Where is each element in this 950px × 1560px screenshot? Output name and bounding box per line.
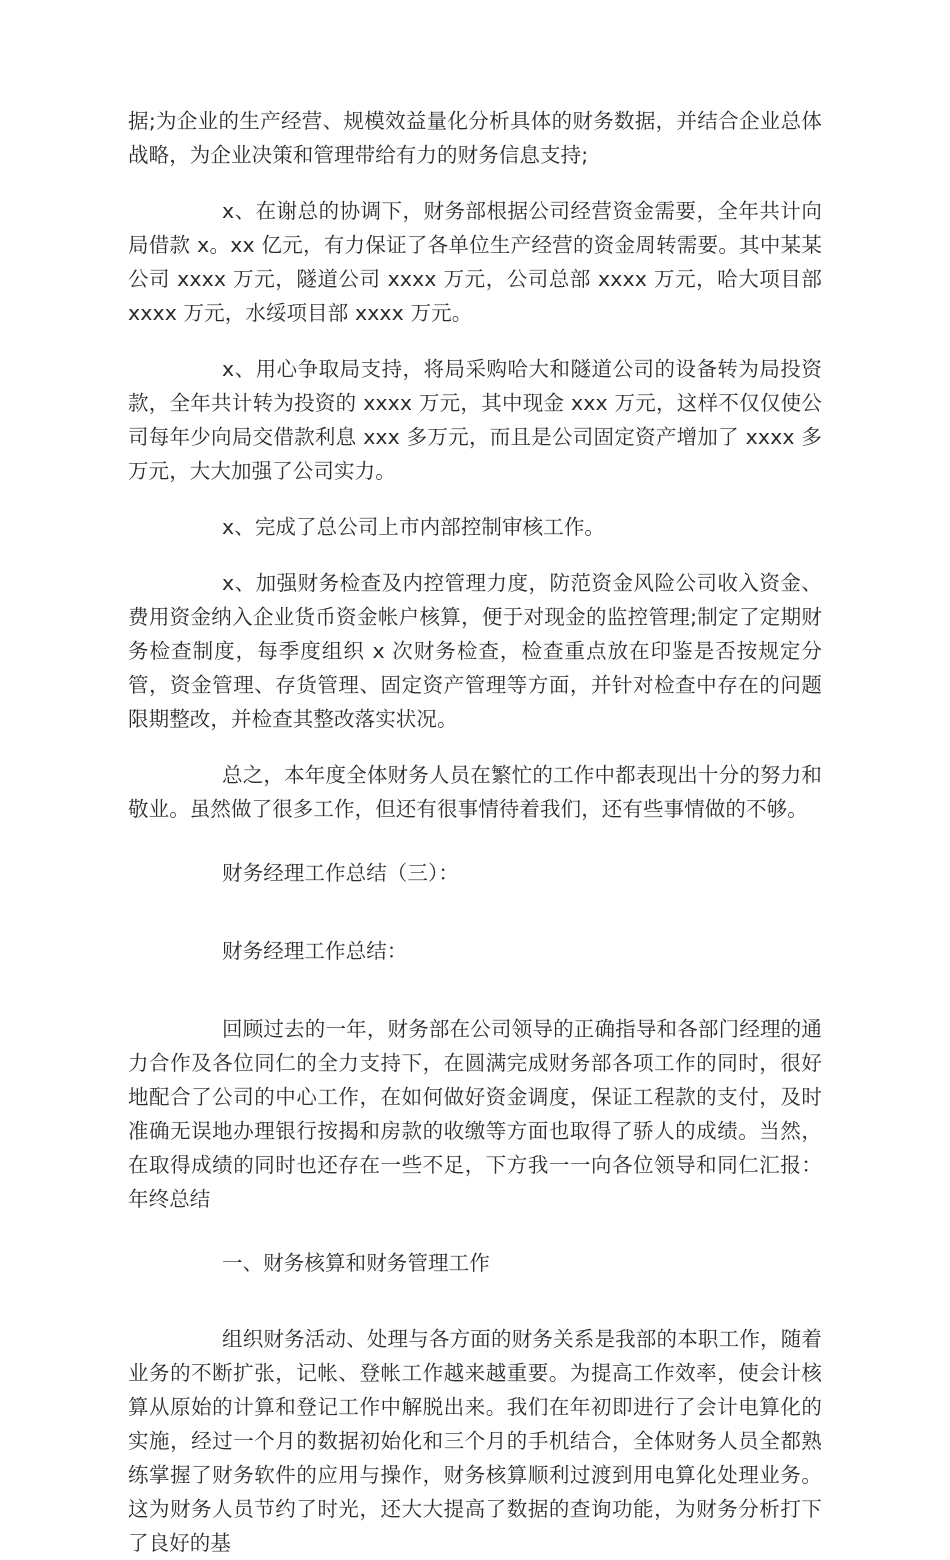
paragraph-year-review: 回顾过去的一年，财务部在公司领导的正确指导和各部门经理的通力合作及各位同仁的全力支持下，在圆满完成财务部各项工作的同时，很好地配合了公司的中心工作，在如何做好资金调度，保证工程款的支付，及时准确无误地办理银行按揭和房款的收缴等方面也取得了骄人的成绩。当然，在取得成绩的同时也还存在一些不足，下方我一一向各位领导和同仁汇报：年终总结	[128, 1017, 822, 1211]
paragraph-conclusion: 总之，本年度全体财务人员在繁忙的工作中都表现出十分的努力和敬业。虽然做了很多工作，但还有很事情待着我们，还有些事情做的不够。	[128, 763, 822, 821]
paragraph-accounting-computerization: 组织财务活动、处理与各方面的财务关系是我部的本职工作，随着业务的不断扩张，记帐、登帐工作越来越重要。为提高工作效率，使会计核算从原始的计算和登记工作中解脱出来。我们在年初即进行了会计电算化的实施，经过一个月的数据初始化和三个月的手机结合，全体财务人员全都熟练掌握了财务软件的应用与操作，财务核算顺利过渡到用电算化处理业务。这为财务人员节约了时光，还大大提高了数据的查询功能，为财务分析打下了良好的基	[128, 1327, 822, 1555]
section-heading-accounting-management: 一、财务核算和财务管理工作	[222, 1251, 490, 1275]
heading-summary-title: 财务经理工作总结：	[222, 939, 408, 963]
paragraph-loan-coordination: x、在谢总的协调下，财务部根据公司经营资金需要，全年共计向局借款 x。xx 亿元，有力保证了各单位生产经营的资金周转需要。其中某某公司 xxxx 万元，隧道公司 xxxx 万元，公司总部 xxxx 万元，哈大项目部 xxxx 万元，水绥项目部 xxxx 万元。	[128, 199, 822, 325]
document-body	[128, 104, 822, 1560]
heading-summary-three: 财务经理工作总结（三）：	[222, 861, 459, 885]
paragraph-bureau-support: x、用心争取局支持，将局采购哈大和隧道公司的设备转为局投资款，全年共计转为投资的 xxxx 万元，其中现金 xxx 万元，这样不仅仅使公司每年少向局交借款利息 xxx 多万元，而且是公司固定资产增加了 xxxx 多万元，大大加强了公司实力。	[128, 357, 822, 483]
paragraph-internal-control: x、加强财务检查及内控管理力度，防范资金风险公司收入资金、费用资金纳入企业货币资金帐户核算，便于对现金的监控管理;制定了定期财务检查制度，每季度组织 x 次财务检查，检查重点放在印鉴是否按规定分管，资金管理、存货管理、固定资产管理等方面，并针对检查中存在的问题限期整改，并检查其整改落实状况。	[128, 571, 822, 731]
paragraph-continuation: 据;为企业的生产经营、规模效益量化分析具体的财务数据，并结合企业总体战略，为企业决策和管理带给有力的财务信息支持;	[128, 109, 822, 167]
paragraph-listing-audit: x、完成了总公司上市内部控制审核工作。	[222, 515, 606, 539]
